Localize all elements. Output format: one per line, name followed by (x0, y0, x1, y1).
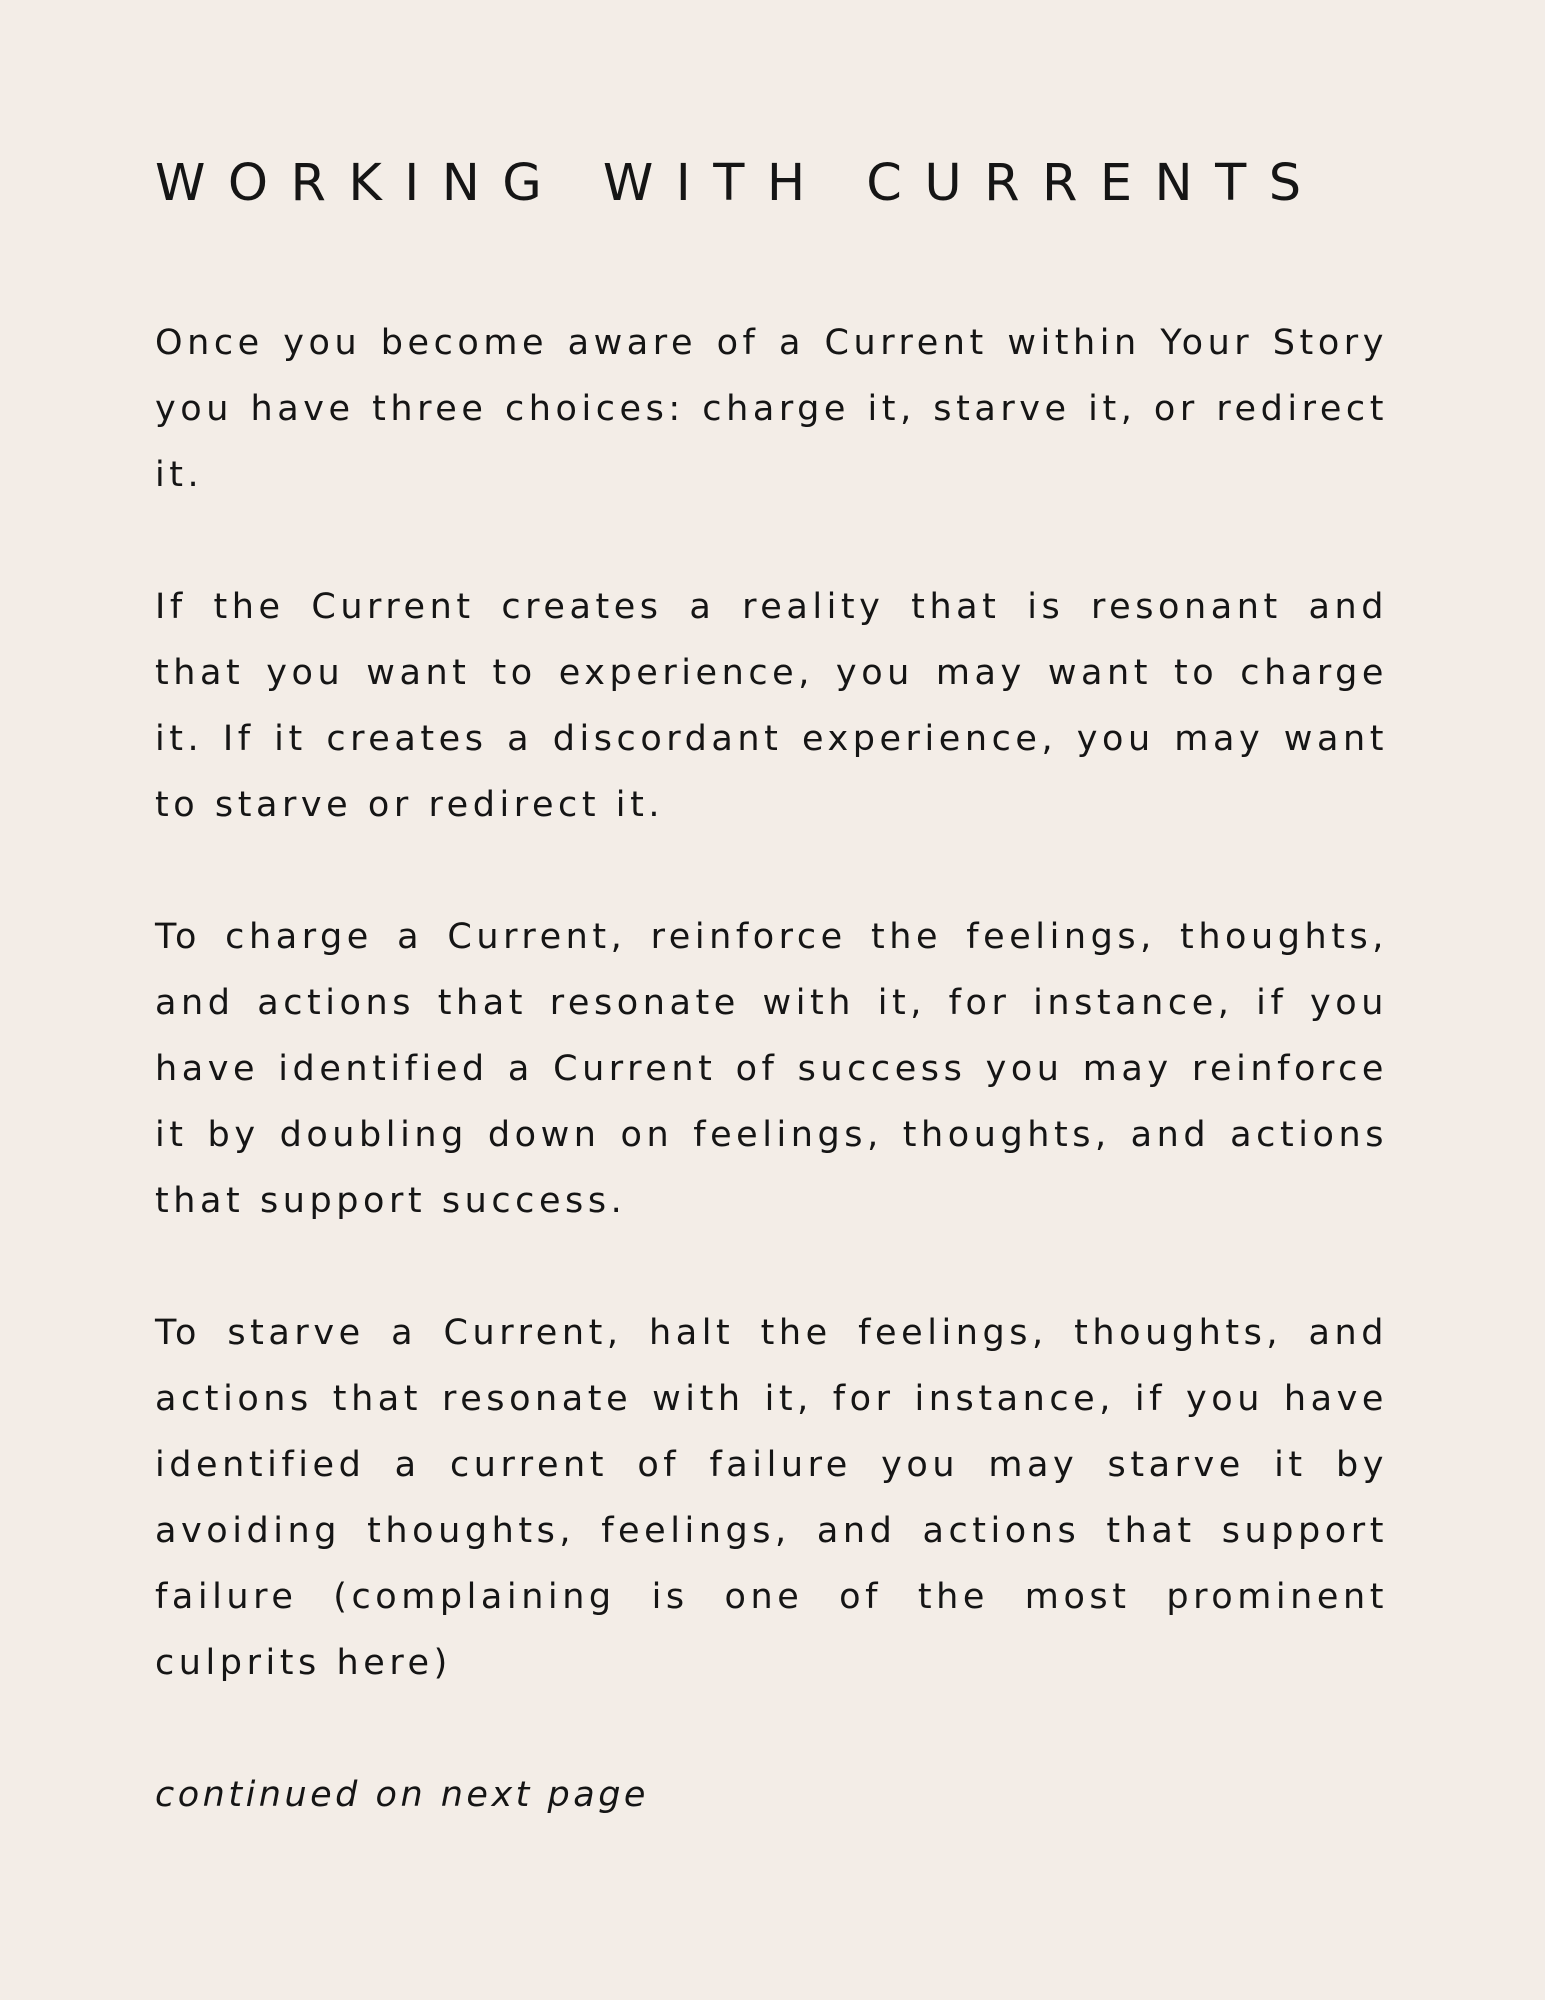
paragraph-charge: To charge a Current, reinforce the feelings, thoughts, and actions that resonate with it, for instance, if you have identified a Current of success you may reinforce it by doubling down on feelings, thoughts, and actions that support success. (155, 917, 1388, 1221)
paragraph-awareness: Once you become aware of a Current within Your Story you have three choices: charge it, starve it, or redirect it. (155, 323, 1388, 495)
continued-note: continued on next page (155, 1775, 649, 1815)
paragraph-choice-criteria: If the Current creates a reality that is resonant and that you want to experience, you may want to charge it. If it creates a discordant experience, you may want to starve or redirect it. (155, 587, 1388, 825)
paragraph-starve: To starve a Current, halt the feelings, thoughts, and actions that resonate with it, for instance, if you have identified a current of failure you may starve it by avoiding thoughts, feelings, and actions that support failure (complaining is one of the most prominent culprits here) (155, 1313, 1388, 1683)
page-title: WORKING WITH CURRENTS (155, 154, 1324, 213)
